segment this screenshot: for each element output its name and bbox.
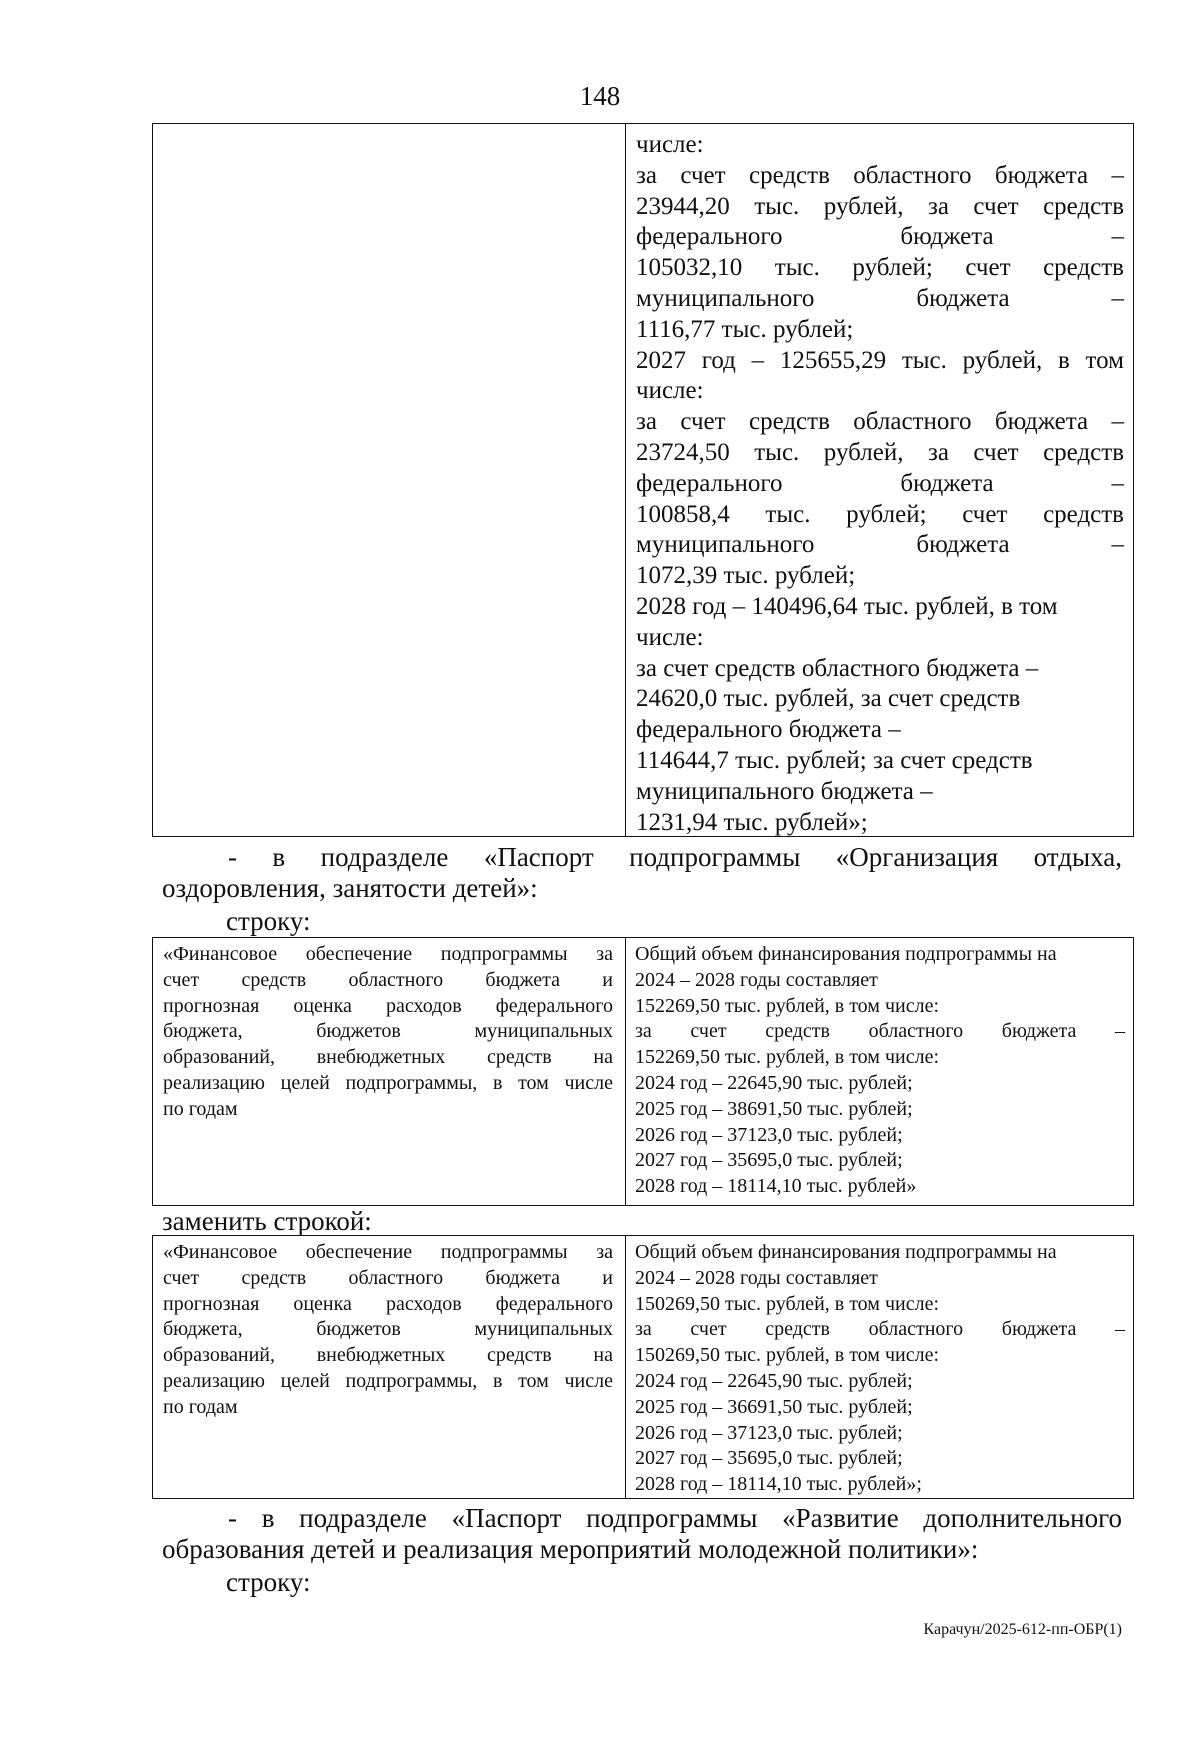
text-line: 2025 год – 38691,50 тыс. рублей; xyxy=(635,1097,913,1120)
text-line: прогнозная оценка расходов федерального xyxy=(163,994,613,1017)
instruction-line: - в подразделе «Паспорт подпрограммы «Организация отдыха, xyxy=(228,842,1122,872)
text-line: 2026 год – 37123,0 тыс. рублей; xyxy=(635,1421,903,1444)
text-line: 1072,39 тыс. рублей; xyxy=(636,562,856,590)
column-divider xyxy=(625,1236,626,1498)
text-line: реализацию целей подпрограммы, в том числе xyxy=(163,1369,613,1392)
instruction-line: оздоровления, занятости детей»: xyxy=(162,873,538,903)
text-line: 100858,4 тыс. рублей; счет средств xyxy=(636,500,1124,528)
text-line: числе: xyxy=(636,131,704,158)
text-line: образований, внебюджетных средств на xyxy=(163,1046,613,1069)
text-line: 1116,77 тыс. рублей; xyxy=(636,315,854,343)
text-line: прогнозная оценка расходов федерального xyxy=(163,1292,613,1315)
text-line: счет средств областного бюджета и xyxy=(163,968,613,991)
column-divider xyxy=(625,938,626,1205)
label-stroku: строку: xyxy=(226,906,311,936)
text-line: 1231,94 тыс. рублей»; xyxy=(636,808,868,836)
text-line: 23724,50 тыс. рублей, за счет средств xyxy=(636,438,1124,466)
text-line: счет средств областного бюджета и xyxy=(163,1266,613,1289)
text-line: 2028 год – 18114,10 тыс. рублей»; xyxy=(635,1473,922,1496)
text-line: 150269,50 тыс. рублей, в том числе: xyxy=(635,1344,940,1367)
text-line: 2027 год – 35695,0 тыс. рублей; xyxy=(635,1447,903,1470)
text-line: «Финансовое обеспечение подпрограммы за xyxy=(163,1241,613,1263)
text-line: муниципального бюджета – xyxy=(636,777,933,805)
text-line: за счет средств областного бюджета – xyxy=(635,1020,1125,1043)
old-row-table xyxy=(152,937,1134,1206)
new-row-table xyxy=(152,1235,1134,1499)
text-line: 2026 год – 37123,0 тыс. рублей; xyxy=(635,1123,903,1146)
text-line: Общий объем финансирования подпрограммы на xyxy=(635,943,1057,965)
text-line: 2024 год – 22645,90 тыс. рублей; xyxy=(635,1369,913,1392)
text-line: федерального бюджета – xyxy=(636,223,1124,251)
text-line: федерального бюджета – xyxy=(636,716,901,744)
old-row-right-cell xyxy=(635,942,1125,1200)
text-line: 23944,20 тыс. рублей, за счет средств xyxy=(636,192,1124,220)
text-line: бюджета, бюджетов муниципальных xyxy=(163,1020,613,1043)
text-line: образований, внебюджетных средств на xyxy=(163,1344,613,1367)
document-code: Карачун/2025-612-пп-ОБР(1) xyxy=(923,1621,1122,1638)
text-line: 2027 год – 125655,29 тыс. рублей, в том xyxy=(636,346,1124,374)
text-line: 2024 – 2028 годы составляет xyxy=(635,1266,878,1289)
text-line: за счет средств областного бюджета – xyxy=(636,654,1039,682)
text-line: 2028 год – 18114,10 тыс. рублей» xyxy=(635,1175,917,1198)
text-line: 2028 год – 140496,64 тыс. рублей, в том xyxy=(636,592,1058,620)
text-line: Общий объем финансирования подпрограммы на xyxy=(635,1241,1057,1263)
text-line: муниципального бюджета – xyxy=(636,531,1124,559)
label-stroku: строку: xyxy=(226,1567,311,1597)
old-row-left-cell xyxy=(163,942,613,1123)
instruction-line: - в подразделе «Паспорт подпрограммы «Развитие дополнительного xyxy=(228,1503,1122,1533)
new-row-left-cell xyxy=(163,1240,613,1421)
text-line: по годам xyxy=(163,1395,238,1418)
text-line: за счет средств областного бюджета – xyxy=(635,1318,1125,1341)
text-line: 152269,50 тыс. рублей, в том числе: xyxy=(635,994,940,1017)
text-line: муниципального бюджета – xyxy=(636,284,1124,312)
text-line: числе: xyxy=(636,623,704,651)
new-row-right-cell xyxy=(635,1240,1125,1498)
instruction-paragraph-2 xyxy=(162,1503,1122,1565)
text-line: 114644,7 тыс. рублей; за счет средств xyxy=(636,746,1033,774)
page-number: 148 xyxy=(579,81,621,111)
text-line: 152269,50 тыс. рублей, в том числе: xyxy=(635,1046,940,1069)
instruction-paragraph-1 xyxy=(162,842,1122,904)
text-line: 105032,10 тыс. рублей; счет средств xyxy=(636,254,1124,282)
continuation-table-right-cell xyxy=(636,130,1124,838)
text-line: бюджета, бюджетов муниципальных xyxy=(163,1318,613,1341)
text-line: числе: xyxy=(636,377,704,405)
text-line: 2024 год – 22645,90 тыс. рублей; xyxy=(635,1071,913,1094)
text-line: федерального бюджета – xyxy=(636,469,1124,497)
continuation-table xyxy=(152,123,1134,837)
instruction-line: образования детей и реализация мероприятий молодежной политики»: xyxy=(162,1534,979,1564)
text-line: 2027 год – 35695,0 тыс. рублей; xyxy=(635,1149,903,1172)
text-line: 2024 – 2028 годы составляет xyxy=(635,968,878,991)
text-line: 24620,0 тыс. рублей, за счет средств xyxy=(636,685,1021,713)
text-line: «Финансовое обеспечение подпрограммы за xyxy=(163,943,613,965)
text-line: 150269,50 тыс. рублей, в том числе: xyxy=(635,1292,940,1315)
label-replace: заменить строкой: xyxy=(162,1206,372,1236)
text-line: за счет средств областного бюджета – xyxy=(636,161,1124,189)
text-line: реализацию целей подпрограммы, в том числе xyxy=(163,1071,613,1094)
column-divider xyxy=(625,124,626,836)
text-line: 2025 год – 36691,50 тыс. рублей; xyxy=(635,1395,913,1418)
text-line: по годам xyxy=(163,1097,238,1120)
text-line: за счет средств областного бюджета – xyxy=(636,408,1124,436)
